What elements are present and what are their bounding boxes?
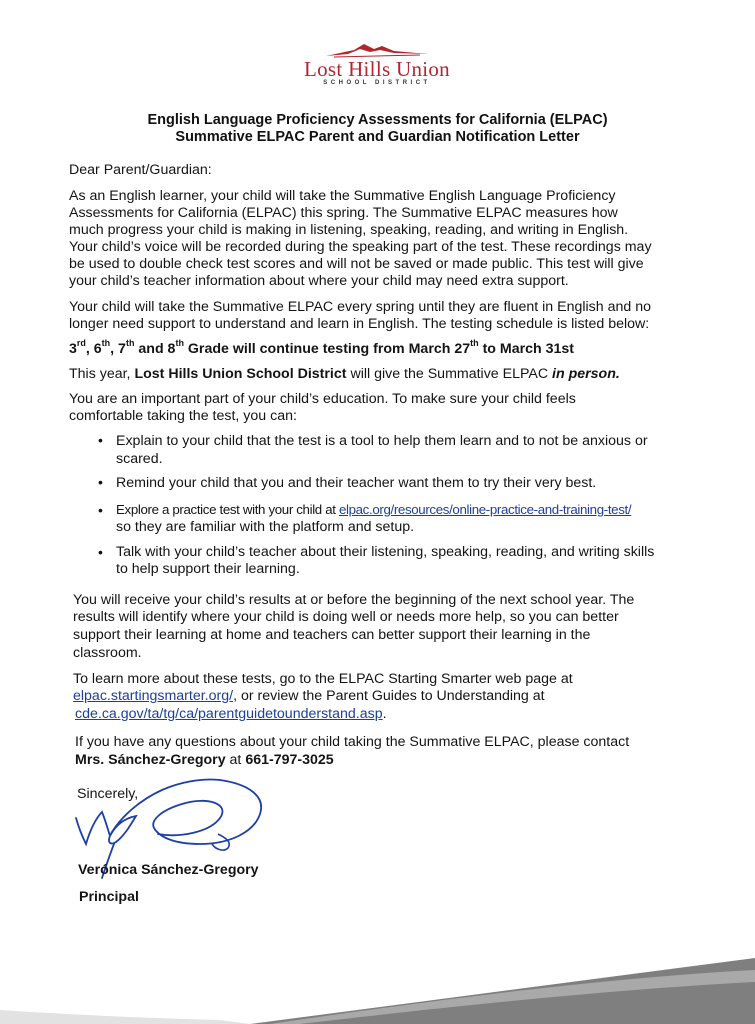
paragraph-intro-line: your child’s teacher information about where your child may need extra support. xyxy=(69,273,569,289)
parent-guide-link[interactable]: cde.ca.gov/ta/tg/ca/parentguidetounderstand.asp xyxy=(75,706,383,722)
page-subtitle: Summative ELPAC Parent and Guardian Notification Letter xyxy=(175,129,580,145)
paragraph-learn-more-line: elpac.startingsmarter.org/, or review the Parent Guides to Understanding at xyxy=(73,688,545,704)
paragraph-results-line: You will receive your child’s results at or before the beginning of the next school year. The xyxy=(73,592,635,608)
signer-role: Principal xyxy=(79,889,139,905)
paragraph-learn-more-line: To learn more about these tests, go to the ELPAC Starting Smarter web page at xyxy=(73,671,573,687)
paragraph-intro-line: As an English learner, your child will take the Summative English Language Proficiency xyxy=(69,188,616,204)
page-title: English Language Proficiency Assessments for California (ELPAC) xyxy=(147,112,608,128)
bullet-teacher-line: Talk with your child’s teacher about their listening, speaking, reading, and writing skills xyxy=(116,544,655,560)
paragraph-intro-line: much progress your child is making in listening, speaking, reading, and writing in English. xyxy=(69,222,629,238)
paragraph-support-line: You are an important part of your child’s education. To make sure your child feels xyxy=(69,391,576,407)
paragraph-contact-line: If you have any questions about your child taking the Summative ELPAC, please contact xyxy=(75,734,630,750)
closing: Sincerely, xyxy=(77,786,139,802)
paragraph-results-line: support their learning at home and teachers can better support their learning in the xyxy=(73,627,591,643)
district-logo xyxy=(262,40,492,90)
testing-schedule: 3rd, 6th, 7th and 8th Grade will continue testing from March 27th to March 31st xyxy=(69,338,575,357)
bullet-icon: • xyxy=(98,544,103,560)
bullet-icon: • xyxy=(98,432,103,448)
bullet-teacher-line: to help support their learning. xyxy=(116,561,300,577)
starting-smarter-link[interactable]: elpac.startingsmarter.org/ xyxy=(73,688,234,704)
paragraph-intro-line: Your child’s voice will be recorded during the speaking part of the test. These recordings may xyxy=(69,239,652,255)
contact-name: Mrs. Sánchez-Gregory xyxy=(75,752,226,768)
paragraph-administration: This year, Lost Hills Union School District will give the Summative ELPAC in person. xyxy=(69,366,620,382)
paragraph-support-line: comfortable taking the test, you can: xyxy=(69,408,297,424)
bullet-explain-line: scared. xyxy=(116,451,163,467)
test-mode: in person. xyxy=(552,366,620,382)
paragraph-schedule-line: longer need support to understand and learn in English. The testing schedule is listed below: xyxy=(69,316,650,332)
greeting: Dear Parent/Guardian: xyxy=(69,162,212,178)
bullet-practice-line: so they are familiar with the platform and setup. xyxy=(116,519,415,535)
contact-line: Mrs. Sánchez-Gregory at 661-797-3025 xyxy=(75,752,334,768)
practice-test-link[interactable]: elpac.org/resources/online-practice-and-training-test/ xyxy=(338,502,632,517)
bullet-icon: • xyxy=(98,474,103,490)
logo-subtitle: SCHOOL DISTRICT xyxy=(323,80,431,86)
scan-edge-shadow xyxy=(0,930,755,1024)
bullet-icon: • xyxy=(98,502,103,518)
contact-phone: 661-797-3025 xyxy=(245,752,334,768)
signer-name: Verónica Sánchez-Gregory xyxy=(78,862,259,878)
paragraph-learn-more-line: cde.ca.gov/ta/tg/ca/parentguidetounderstand.asp. xyxy=(75,706,387,722)
logo-name: Lost Hills Union xyxy=(304,57,450,81)
paragraph-results-line: results will identify where your child is doing well or needs more help, so you can better xyxy=(73,609,619,625)
district-name: Lost Hills Union School District xyxy=(134,366,347,382)
bullet-explain-line: Explain to your child that the test is a tool to help them learn and to not be anxious or xyxy=(116,433,648,449)
paragraph-schedule-line: Your child will take the Summative ELPAC every spring until they are fluent in English and no xyxy=(69,299,651,315)
paragraph-intro-line: be used to double check test scores and will not be saved or made public. This test will give xyxy=(69,256,644,272)
bullet-practice-line: Explore a practice test with your child at elpac.org/resources/online-practice-and-training-test/ xyxy=(116,502,632,517)
paragraph-intro-line: Assessments for California (ELPAC) this spring. The Summative ELPAC measures how xyxy=(69,205,618,221)
paragraph-results-line: classroom. xyxy=(73,645,142,661)
bullet-remind: Remind your child that you and their teacher want them to try their very best. xyxy=(116,475,597,491)
